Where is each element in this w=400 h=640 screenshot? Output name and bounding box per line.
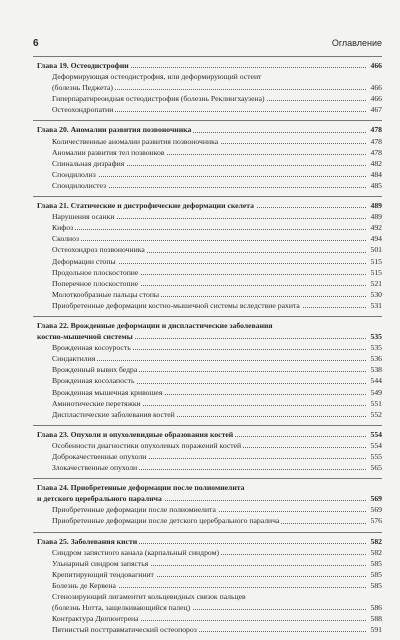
chapter-title-page: 466 [370,61,382,70]
toc-entry[interactable] [33,580,382,591]
chapter-title-page: 582 [370,536,382,546]
toc-entry-text: Врожденная косоурость [52,343,131,353]
toc-entry-text: Доброкачественные опухоли [52,452,147,461]
toc-entry-text: Ульнарный синдром запястья [52,558,149,568]
chapter-title[interactable] [33,124,382,135]
toc-entry[interactable] [33,244,382,255]
toc-entry-page: 555 [370,452,382,461]
toc-entry[interactable] [33,387,382,398]
toc-entry[interactable] [33,451,382,462]
toc-entry-text: Остеохондропатии [52,105,114,115]
toc-entry-page: 530 [370,289,382,299]
toc-entry-text: Остеохондроз позвоночника [52,245,145,255]
toc-entry-text: Деформирующая остеодистрофия, или деформирующий остеит [52,72,262,82]
toc-entry-text: Болезнь де Кервена [52,580,116,590]
chapter-title-page: 478 [370,125,382,135]
toc-entry-text: Поперечное плоскостопие [52,278,139,288]
toc-entry-text: (болезнь Педжета) [52,83,113,93]
toc-entry[interactable] [33,278,382,289]
toc-entry-text: Синдактилия [52,354,96,364]
toc-entry-page: 515 [370,267,382,277]
chapter-title-text: Глава 20. Аномалии развития позвоночника [37,125,192,135]
toc-entry-page: 501 [370,245,382,255]
chapter-section [33,316,382,420]
toc-entry[interactable] [33,233,382,244]
toc-entry-text: Кифоз [52,223,74,233]
chapter-title[interactable] [33,429,382,440]
toc-entry-text: Нарушения осанки [52,212,115,222]
chapter-title-page: 489 [370,201,382,211]
toc-entry-page: 531 [370,300,382,310]
chapter-title-text: Глава 22. Врожденные деформации и диспластические заболевания [37,320,273,330]
toc-entry[interactable] [33,93,382,104]
toc-entry[interactable] [33,440,382,451]
chapter-title-page: 569 [370,494,382,504]
book-page [33,0,382,635]
toc-entry-page: 489 [370,212,382,222]
toc-entry-text: Злокачественные опухоли [52,463,138,473]
toc-entry-text: Стенозирующий лигаментит кольцевидных связок пальцев [52,592,246,602]
toc-entry[interactable] [33,398,382,409]
toc-entry-page: 569 [370,505,382,515]
toc-entry[interactable] [33,180,382,191]
toc-entry-text: Приобретенные деформации после полиомиелита [52,505,216,515]
toc-entry-page: 586 [370,603,382,613]
toc-entry-text: Спондилолистез [52,180,107,190]
chapter-title[interactable] [33,536,382,547]
toc-entry[interactable] [33,591,382,602]
chapter-title-page: 535 [370,332,382,342]
toc-entry-text: Особенности диагностики опухолевых поражений костей [52,440,242,450]
toc-entry-text: Врожденный вывих бедра [52,365,138,375]
toc-entry-page: 536 [370,354,382,364]
toc-entry[interactable] [33,353,382,364]
toc-entry[interactable] [33,222,382,233]
toc-entry[interactable] [33,569,382,580]
toc-entry-text: Спондилолиз [52,169,96,179]
chapter-section [33,532,382,636]
toc-entry-page: 467 [370,105,382,115]
toc-entry[interactable] [33,613,382,624]
toc-entry[interactable] [33,364,382,375]
toc-entry[interactable] [33,375,382,386]
toc-entry[interactable] [33,515,382,526]
toc-entry-page: 585 [370,580,382,590]
toc-entry[interactable] [33,602,382,613]
toc-entry[interactable] [33,547,382,558]
toc-entry-page: 484 [370,169,382,179]
toc-entry-page: 585 [370,569,382,579]
toc-entry-page: 538 [370,365,382,375]
toc-entry-page: 554 [370,440,382,450]
page-header [33,38,382,52]
toc-entry-text: Гиперпаратиреоидная остеодистрофия (болезнь Реклингхаузена) [52,94,265,104]
toc-entry-page: 582 [370,547,382,557]
toc-entry[interactable] [33,624,382,635]
toc-entry[interactable] [33,104,382,115]
toc-entry[interactable] [33,558,382,569]
toc-entry[interactable] [33,169,382,180]
toc-entry-text: Синдром запястного канала (карпальный синдром) [52,547,220,557]
toc-entry-text: Продольное плоскостопие [52,267,139,277]
chapter-title[interactable] [33,482,382,493]
chapter-section [33,196,382,311]
toc-entry[interactable] [33,71,382,82]
chapter-title-text: Глава 23. Опухоли и опухолевидные образования костей [37,429,234,439]
toc-entry-page: 565 [370,463,382,473]
chapter-section [33,120,382,191]
chapter-section [33,478,382,526]
toc-entry[interactable] [33,409,382,420]
chapter-title-text: Глава 25. Заболевания кисти [37,536,138,546]
chapter-title-text: костно-мышечной системы [37,332,133,342]
toc-entry-text: Контрактура Дюпюитрена [52,614,139,624]
toc-entry[interactable] [33,256,382,267]
toc-entry-text: Приобретенные деформации костно-мышечной системы вследствие рахита [52,300,300,310]
toc-entry-page: 485 [370,180,382,190]
chapter-title[interactable] [33,200,382,211]
toc-entry-text: Крепитирующий тендовагинит [52,569,154,579]
table-of-contents [33,56,382,640]
toc-entry[interactable] [33,300,382,311]
toc-entry-page: 466 [370,83,382,93]
toc-entry-page: 492 [370,223,382,233]
toc-entry-page: 551 [370,398,382,408]
chapter-section [33,56,382,115]
toc-entry[interactable] [33,267,382,278]
chapter-title-page: 554 [370,429,382,439]
toc-entry-text: Аномалии развития тел позвонков [52,147,165,157]
toc-entry-text: (болезнь Нотта, защелкивающийся палец) [52,603,191,613]
toc-entry-page: 585 [370,558,382,568]
toc-entry-text: Пятнистый посттравматический остеопороз [52,625,197,635]
toc-entry[interactable] [33,342,382,353]
toc-entry[interactable] [33,158,382,169]
page-number: 6 [33,38,39,49]
toc-entry-text: Диспластические заболевания костей [52,409,175,419]
chapter-title[interactable] [33,320,382,331]
toc-entry[interactable] [33,211,382,222]
toc-entry-page: 521 [370,278,382,288]
toc-entry-page: 544 [370,376,382,386]
toc-entry-page: 588 [370,614,382,624]
toc-entry-text: Количественные аномалии развития позвоночника [52,136,219,146]
toc-entry-text: Молоткообразные пальцы стопы [52,289,160,299]
toc-entry-page: 591 [370,625,382,635]
toc-entry-page: 535 [370,343,382,353]
toc-entry-text: Врожденная мышечная кривошея [52,387,163,397]
toc-entry[interactable] [33,147,382,158]
chapter-section [33,425,382,473]
toc-entry-text: Врожденная косолапость [52,376,135,386]
toc-entry-text: Амниотические перетяжки [52,398,141,408]
toc-entry-page: 552 [370,409,382,419]
toc-entry[interactable] [33,82,382,93]
toc-entry-page: 576 [370,516,382,526]
toc-entry[interactable] [33,289,382,300]
toc-entry-text: Приобретенные деформации после детского церебрального паралича [52,516,280,526]
toc-entry-page: 478 [370,136,382,146]
toc-entry-page: 478 [370,147,382,157]
toc-entry-text: Спинальная дизрафия [52,158,125,168]
toc-entry-page: 515 [370,256,382,266]
toc-entry[interactable] [33,504,382,515]
chapter-title-text: и детского церебрального паралича [37,494,162,504]
chapter-title[interactable] [33,331,382,342]
toc-entry[interactable] [33,136,382,147]
toc-entry-page: 466 [370,94,382,104]
chapter-title[interactable] [33,60,382,71]
toc-entry-page: 494 [370,234,382,244]
toc-entry[interactable] [33,462,382,473]
toc-entry-page: 482 [370,158,382,168]
toc-entry-text: Сколиоз [52,234,80,244]
running-title: Оглавление [331,38,382,48]
toc-entry-page: 549 [370,387,382,397]
toc-entry-text: Деформации стопы [52,256,116,266]
chapter-title-text: Глава 24. Приобретенные деформации после полиомиелита [37,483,245,493]
chapter-title-text: Глава 21. Статические и дистрофические деформации скелета [37,201,254,211]
chapter-title-text: Глава 19. Остеодистрофии [37,61,129,70]
chapter-title[interactable] [33,493,382,504]
